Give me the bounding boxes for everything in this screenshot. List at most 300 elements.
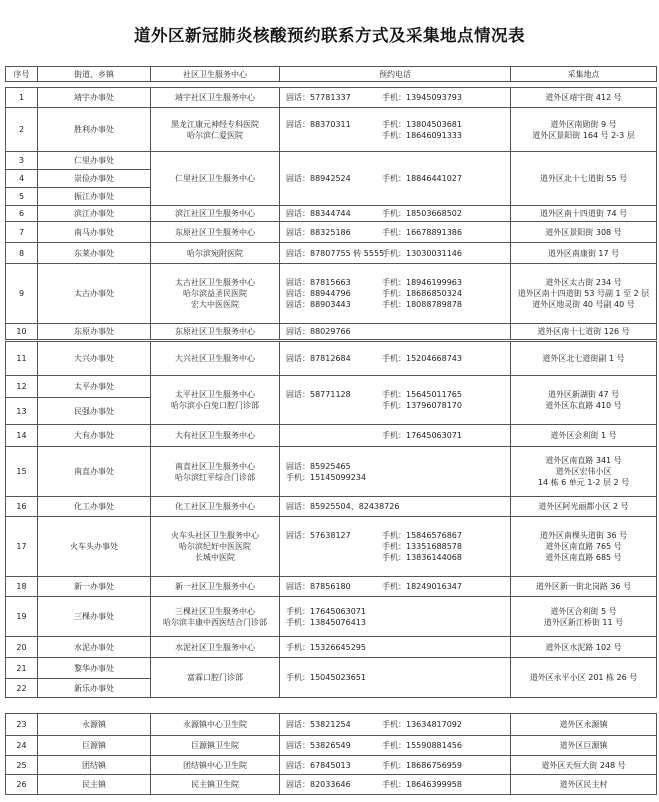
table-row: [6, 222, 657, 243]
phone-line: [286, 541, 508, 552]
mobile-value: 手机：18646399958: [382, 780, 462, 789]
center-name: [151, 324, 280, 340]
center-name-line: 大兴社区卫生服务中心: [175, 354, 255, 363]
site-address: [511, 342, 657, 376]
street-name-line: 水泥办事处: [74, 642, 114, 652]
phone-line: [286, 642, 508, 653]
street-name: [38, 577, 151, 597]
table-row: [6, 376, 657, 398]
phone-cell: [280, 714, 511, 736]
street-name-line: 滨江办事处: [74, 209, 114, 218]
site-address-line: 道外区阿光丽都小区 2 号: [538, 502, 629, 511]
header-phone: 预约电话: [280, 67, 511, 82]
row-number: 6: [6, 206, 38, 222]
site-address-line: 道外区景阳街 308 号: [545, 227, 622, 237]
phone-cell: [280, 222, 511, 243]
site-address-line: 道外区南十四道街 53 号副 1 至 2 层: [517, 289, 650, 298]
street-name-line: 民主镇: [82, 780, 106, 789]
phone-cell: [280, 376, 511, 425]
phone-line: [286, 288, 508, 299]
row-number: 13: [6, 398, 38, 425]
header-street: 街道、乡镇: [38, 67, 151, 82]
center-name-line: 火车头社区卫生服务中心: [171, 531, 259, 540]
street-name: 仁里办事处: [38, 152, 151, 170]
site-address: [511, 264, 657, 324]
site-address-line: 14 栋 6 单元 1-2 层 2 号: [537, 478, 630, 487]
row-number: 21: [6, 658, 38, 679]
site-address: [511, 108, 657, 152]
street-name: [38, 264, 151, 324]
street-name: [38, 597, 151, 637]
site-address: [511, 714, 657, 736]
site-address: [511, 88, 657, 108]
phone-cell: [280, 425, 511, 447]
site-address: [511, 243, 657, 264]
row-number: 20: [6, 637, 38, 658]
street-name: 黎华办事处: [38, 658, 151, 679]
center-name: [151, 222, 280, 243]
street-name: 太平办事处: [38, 376, 151, 398]
row-number: 4: [6, 170, 38, 188]
table-row: [6, 714, 657, 736]
mobile-value: 手机：18846441027: [382, 174, 462, 183]
mobile-value: 手机：13804503681: [382, 119, 462, 129]
table-header: [5, 66, 657, 82]
center-name-line: 长城中医院: [195, 553, 235, 562]
center-name: [151, 736, 280, 756]
table-row: [6, 736, 657, 756]
row-number: 14: [6, 425, 38, 447]
phone-line: [286, 719, 508, 730]
site-address: [511, 658, 657, 698]
center-name: [151, 637, 280, 658]
phone-value: 固话：53821254: [286, 720, 351, 729]
center-name-line: 哈尔滨益圣民医院: [183, 289, 247, 298]
phone-line: [286, 581, 508, 592]
site-address-line: 道外区靖宇街 412 号: [545, 93, 622, 102]
street-name-line: 巨源镇: [82, 741, 106, 750]
table-row: [6, 152, 657, 170]
table-row: [6, 637, 657, 658]
phone-line: [286, 277, 508, 288]
site-address-line: 道外区地灵街 40 号副 40 号: [532, 300, 635, 309]
center-name: [151, 425, 280, 447]
phone-line: [286, 173, 508, 184]
row-number: 12: [6, 376, 38, 398]
phone-line: [286, 779, 508, 790]
row-number: 17: [6, 517, 38, 577]
center-name: [151, 517, 280, 577]
header-site: 采集地点: [511, 67, 657, 82]
row-number: 7: [6, 222, 38, 243]
site-address: [511, 425, 657, 447]
street-name-line: 胜利办事处: [74, 125, 114, 134]
center-name: [151, 497, 280, 517]
center-name-line: 富霖口腔门诊部: [187, 673, 243, 682]
phone-value: 固话：57781337: [286, 93, 351, 102]
site-address: [511, 447, 657, 497]
mobile-value: 手机：18686850324: [382, 289, 462, 298]
phone-value: 手机：13845076413: [286, 617, 366, 627]
street-name-line: 南直办事处: [74, 467, 114, 476]
center-name-line: 东原社区卫生服务中心: [175, 327, 255, 336]
street-name-line: 大有办事处: [74, 431, 114, 440]
mobile-value: 手机：15590881456: [382, 741, 462, 750]
site-address-line: 道外区新湖街 47 号: [547, 390, 620, 399]
site-address-line: 道外区南康街 17 号: [547, 248, 620, 258]
street-name-line: 团结镇: [82, 760, 106, 770]
phone-value: 固话：88344744: [286, 209, 351, 218]
phone-line: [286, 208, 508, 219]
street-name: [38, 222, 151, 243]
phone-cell: [280, 497, 511, 517]
center-name-line: 哈尔滨纪好中医医院: [179, 542, 251, 551]
table-row: [6, 324, 657, 340]
phone-cell: [280, 736, 511, 756]
table-row: [6, 342, 657, 376]
table-row: [6, 425, 657, 447]
mobile-value: 手机：13351688578: [382, 542, 462, 551]
phone-value: 固话：85925504、82438726: [286, 502, 400, 511]
street-name: [38, 517, 151, 577]
phone-line: [286, 552, 508, 563]
street-name-line: 新一办事处: [74, 582, 114, 591]
site-address: [511, 736, 657, 756]
row-number: 3: [6, 152, 38, 170]
row-number: 16: [6, 497, 38, 517]
phone-line: [286, 606, 508, 617]
site-address-line: 道外区北十七道街 55 号: [539, 174, 628, 183]
phone-line: [286, 389, 508, 400]
row-number: 23: [6, 714, 38, 736]
page-title: 道外区新冠肺炎核酸预约联系方式及采集地点情况表: [134, 26, 525, 45]
phone-cell: [280, 88, 511, 108]
center-name-line: 团结镇中心卫生院: [183, 760, 247, 770]
phone-cell: [280, 108, 511, 152]
row-number: 26: [6, 775, 38, 795]
site-address: [511, 597, 657, 637]
phone-cell: [280, 756, 511, 775]
street-name: 新乐办事处: [38, 679, 151, 698]
row-number: 9: [6, 264, 38, 324]
street-name: [38, 425, 151, 447]
site-address-line: 道外区南直路 685 号: [545, 553, 622, 562]
phone-value: 固话：53826549: [286, 741, 351, 750]
site-address-line: 道外区南勋街 9 号: [550, 119, 617, 129]
site-address-line: 道外区巨源镇: [559, 741, 608, 750]
center-name-line: 靖宇社区卫生服务中心: [175, 93, 255, 102]
table-row: [6, 264, 657, 324]
phone-cell: [280, 447, 511, 497]
phone-value: 手机：15145099234: [286, 472, 366, 482]
site-address-line: 道外区新一街北岗路 36 号: [535, 582, 632, 591]
site-address-line: 道外区会利街 1 号: [550, 431, 617, 440]
site-address-line: 道外区天恒大街 248 号: [541, 760, 626, 770]
phone-value: 固话：88029766: [286, 327, 351, 336]
table-row: [6, 658, 657, 679]
mobile-value: 手机：15204668743: [382, 354, 462, 363]
mobile-value: 手机：13836144068: [382, 553, 462, 562]
phone-line: [286, 119, 508, 130]
street-name: 振江办事处: [38, 188, 151, 206]
table-part-2: [5, 341, 657, 698]
phone-value: 固话：67845013: [286, 760, 351, 770]
center-name: [151, 108, 280, 152]
phone-line: [286, 430, 508, 441]
row-number: 8: [6, 243, 38, 264]
center-name-line: 哈尔滨宛附医院: [187, 248, 243, 258]
phone-line: [286, 130, 508, 141]
phone-value: 固话：88370311: [286, 119, 351, 129]
center-name: [151, 775, 280, 795]
center-name: [151, 243, 280, 264]
phone-line: [286, 248, 508, 259]
center-name: [151, 264, 280, 324]
site-address-line: 道外区太古街 234 号: [545, 278, 622, 287]
phone-value: 固话：87807755 转 5555: [286, 248, 385, 258]
center-name: [151, 342, 280, 376]
street-name: [38, 206, 151, 222]
site-address-line: 道外区民主村: [559, 780, 608, 789]
site-address-line: 道外区永源镇: [559, 720, 608, 729]
phone-value: 固话：85925465: [286, 461, 351, 471]
center-name-line: 新一社区卫生服务中心: [175, 582, 255, 591]
site-address-line: 道外区南棵头道街 36 号: [539, 531, 628, 540]
site-address: [511, 577, 657, 597]
street-name-line: 靖宇办事处: [74, 93, 114, 102]
street-name-line: 三棵办事处: [74, 612, 114, 621]
phone-line: [286, 400, 508, 411]
mobile-value: 手机：18946199963: [382, 278, 462, 287]
phone-cell: [280, 264, 511, 324]
mobile-value: 手机：17645063071: [382, 431, 462, 440]
row-number: 10: [6, 324, 38, 340]
phone-value: 固话：87856180: [286, 582, 351, 591]
center-name: [151, 577, 280, 597]
center-name-line: 滨江社区卫生服务中心: [175, 209, 255, 218]
row-number: 2: [6, 108, 38, 152]
center-name: [151, 88, 280, 108]
center-name: [151, 714, 280, 736]
mobile-value: 手机：16678891386: [382, 227, 462, 237]
row-number: 25: [6, 756, 38, 775]
center-name-line: 哈尔滨小白兔口腔门诊部: [171, 401, 259, 410]
phone-line: [286, 227, 508, 238]
phone-cell: [280, 517, 511, 577]
center-name-line: 水泥社区卫生服务中心: [175, 642, 255, 652]
phone-cell: [280, 324, 511, 340]
center-name: [151, 756, 280, 775]
street-name: [38, 447, 151, 497]
mobile-value: 手机：13945093793: [382, 93, 462, 102]
phone-cell: [280, 342, 511, 376]
street-name: [38, 775, 151, 795]
phone-value: 固话：57638127: [286, 531, 351, 540]
site-address-line: 道外区合利街 5 号: [550, 606, 617, 616]
table-row: [6, 577, 657, 597]
phone-line: [286, 740, 508, 751]
center-name-line: 哈尔滨丰康中西医结合门诊部: [163, 617, 267, 627]
table-part-3: [5, 713, 657, 795]
phone-cell: [280, 775, 511, 795]
table-row: [6, 497, 657, 517]
street-name-line: 太古办事处: [74, 289, 114, 298]
table-row: [6, 88, 657, 108]
mobile-value: 手机：18686756959: [382, 760, 462, 770]
phone-value: 固话：88944796: [286, 289, 351, 298]
phone-line: [286, 299, 508, 310]
center-name-line: 黑龙江康元神经专科医院: [171, 119, 259, 129]
phone-line: [286, 472, 508, 483]
street-name: [38, 88, 151, 108]
row-number: 18: [6, 577, 38, 597]
street-name: [38, 324, 151, 340]
center-name-line: 三棵社区卫生服务中心: [175, 606, 255, 616]
mobile-value: 手机：13796078170: [382, 401, 462, 410]
street-name: [38, 342, 151, 376]
mobile-value: 手机：15846576867: [382, 531, 462, 540]
site-address-line: 道外区北七道街副 1 号: [542, 354, 625, 363]
center-name: [151, 447, 280, 497]
center-name: [151, 658, 280, 698]
phone-value: 固话：88942524: [286, 174, 351, 183]
site-address-line: 道外区南直路 341 号: [545, 456, 622, 465]
street-name: 民强办事处: [38, 398, 151, 425]
phone-value: 手机：15326645295: [286, 642, 366, 652]
row-number: 22: [6, 679, 38, 698]
center-name-line: 太古社区卫生服务中心: [175, 278, 255, 287]
street-name: 崇俭办事处: [38, 170, 151, 188]
row-number: 11: [6, 342, 38, 376]
phone-line: [286, 530, 508, 541]
mobile-value: 手机：18503668502: [382, 209, 462, 218]
table-row: [6, 447, 657, 497]
site-address-line: 道外区东直路 410 号: [545, 401, 622, 410]
center-name: [151, 597, 280, 637]
mobile-value: 手机：13030031146: [382, 248, 462, 258]
row-number: 1: [6, 88, 38, 108]
site-address: [511, 376, 657, 425]
table-row: [6, 243, 657, 264]
site-address: [511, 756, 657, 775]
mobile-value: 手机：18646091333: [382, 130, 462, 140]
phone-value: 固话：88903443: [286, 300, 351, 309]
phone-line: [286, 353, 508, 364]
header-no: 序号: [6, 67, 38, 82]
site-address-line: 道外区南十四道街 74 号: [539, 209, 628, 218]
phone-value: 手机：15045023651: [286, 673, 366, 682]
center-name-line: 东原社区卫生服务中心: [175, 227, 255, 237]
phone-cell: [280, 658, 511, 698]
header-center: 社区卫生服务中心: [151, 67, 280, 82]
street-name: [38, 714, 151, 736]
table-row: [6, 108, 657, 152]
street-name-line: 大兴办事处: [74, 354, 114, 363]
street-name: [38, 497, 151, 517]
site-address-line: 道外区南十七道街 126 号: [537, 327, 630, 336]
street-name: [38, 756, 151, 775]
center-name-line: 哈尔滨红平综合门诊部: [175, 472, 255, 482]
phone-cell: [280, 206, 511, 222]
site-address: [511, 497, 657, 517]
center-name-line: 民主镇卫生院: [191, 780, 239, 789]
center-name-line: 哈尔滨仁爱医院: [187, 130, 243, 140]
center-name: [151, 206, 280, 222]
table-row: [6, 517, 657, 577]
site-address: [511, 152, 657, 206]
mobile-value: 手机：18088789878: [382, 300, 462, 309]
street-name: [38, 243, 151, 264]
street-name-line: 南马办事处: [74, 227, 114, 237]
phone-value: 固话：87812684: [286, 354, 351, 363]
mobile-value: 手机：15645011765: [382, 390, 462, 399]
site-address-line: 道外区宏伟小区: [555, 467, 612, 476]
phone-value: 固话：58771128: [286, 390, 351, 399]
phone-line: [286, 672, 508, 683]
table-row: [6, 597, 657, 637]
center-name-line: 南直社区卫生服务中心: [175, 461, 255, 471]
site-address: [511, 637, 657, 658]
site-address: [511, 206, 657, 222]
street-name: [38, 637, 151, 658]
street-name-line: 东原办事处: [74, 327, 114, 336]
site-address-line: 道外区新江桥街 11 号: [543, 617, 624, 627]
street-name-line: 化工办事处: [74, 502, 114, 511]
site-address: [511, 517, 657, 577]
site-address: [511, 324, 657, 340]
phone-cell: [280, 577, 511, 597]
mobile-value: 手机：18249016347: [382, 582, 462, 591]
phone-value: 固话：82033646: [286, 780, 351, 789]
center-name-line: 化工社区卫生服务中心: [175, 502, 255, 511]
phone-line: [286, 760, 508, 771]
phone-line: [286, 461, 508, 472]
row-number: 24: [6, 736, 38, 756]
mobile-value: 手机：13634817092: [382, 720, 462, 729]
street-name: [38, 108, 151, 152]
table-row: [6, 756, 657, 775]
phone-value: 手机：17645063071: [286, 606, 366, 616]
site-address-line: 道外区景阳街 164 号 2-3 层: [532, 130, 635, 140]
site-address-line: 道外区水泥路 102 号: [545, 642, 622, 652]
center-name: [151, 376, 280, 425]
center-name: [151, 152, 280, 206]
row-number: 15: [6, 447, 38, 497]
phone-cell: [280, 152, 511, 206]
phone-line: [286, 501, 508, 512]
table-row: [6, 206, 657, 222]
phone-cell: [280, 597, 511, 637]
phone-line: [286, 92, 508, 103]
street-name: [38, 736, 151, 756]
center-name-line: 太平社区卫生服务中心: [175, 390, 255, 399]
site-address-line: 道外区南直路 765 号: [545, 542, 622, 551]
phone-line: [286, 617, 508, 628]
phone-cell: [280, 637, 511, 658]
row-number: 19: [6, 597, 38, 637]
table-part-1: [5, 87, 657, 340]
street-name-line: 永源镇: [82, 720, 106, 729]
phone-line: [286, 326, 508, 337]
row-number: 5: [6, 188, 38, 206]
phone-value: 固话：88325186: [286, 227, 351, 237]
center-name-line: 宏大中医医院: [191, 300, 239, 309]
site-address: [511, 222, 657, 243]
center-name-line: 大有社区卫生服务中心: [175, 431, 255, 440]
street-name-line: 东莱办事处: [74, 248, 114, 258]
phone-cell: [280, 243, 511, 264]
center-name-line: 巨源镇卫生院: [191, 741, 239, 750]
